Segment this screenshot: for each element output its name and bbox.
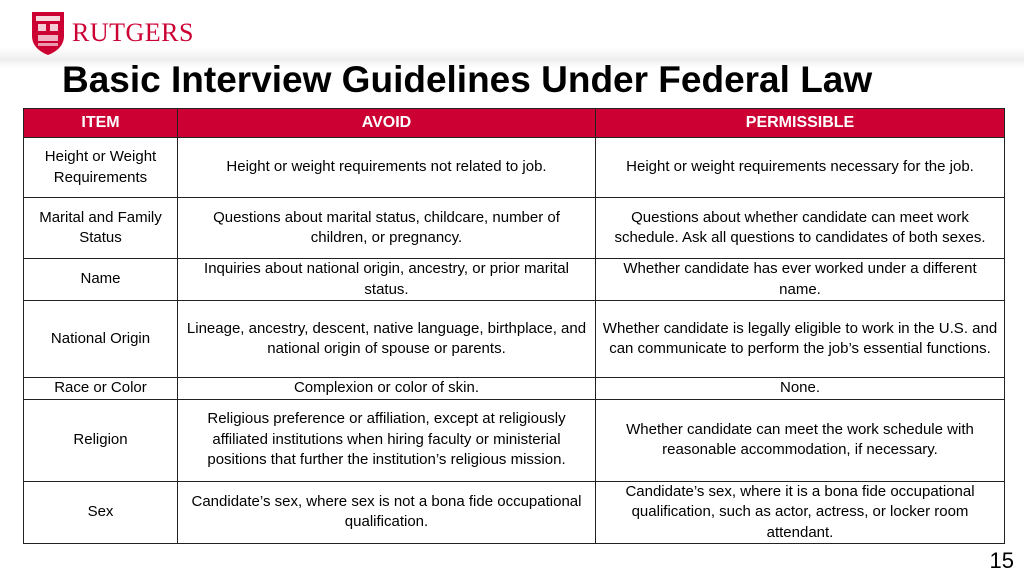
page-title: Basic Interview Guidelines Under Federal Law [62, 59, 873, 100]
header-permissible: PERMISSIBLE [596, 109, 1005, 138]
table-header-row [24, 109, 1005, 138]
table-row [24, 259, 1005, 301]
header-item: ITEM [24, 109, 178, 138]
permissible-cell: Whether candidate can meet the work schedule with reasonable accommodation, if necessary. [596, 399, 1005, 481]
rutgers-wordmark: RUTGERS [72, 18, 194, 47]
item-cell: Religion [24, 399, 178, 481]
item-cell: Sex [24, 481, 178, 544]
guidelines-table [23, 108, 1005, 544]
avoid-cell: Candidate’s sex, where sex is not a bona fide occupational qualification. [178, 481, 596, 544]
permissible-cell: Questions about whether candidate can meet work schedule. Ask all questions to candidates of both sexes. [596, 198, 1005, 259]
avoid-cell: Questions about marital status, childcare, number of children, or pregnancy. [178, 198, 596, 259]
header-avoid: AVOID [178, 109, 596, 138]
page-number: 15 [989, 548, 1014, 573]
table-row [24, 198, 1005, 259]
rutgers-shield-icon [30, 10, 66, 56]
avoid-cell: Height or weight requirements not related to job. [178, 138, 596, 198]
permissible-cell: None. [596, 378, 1005, 400]
table-row [24, 301, 1005, 378]
permissible-cell: Whether candidate is legally eligible to work in the U.S. and can communicate to perform the job’s essential functions. [596, 301, 1005, 378]
table-row [24, 138, 1005, 198]
item-cell: Race or Color [24, 378, 178, 400]
table-row [24, 481, 1005, 544]
avoid-cell: Complexion or color of skin. [178, 378, 596, 400]
avoid-cell: Religious preference or affiliation, except at religiously affiliated institutions when hiring faculty or ministerial positions that further the institution’s religious mission. [178, 399, 596, 481]
permissible-cell: Candidate’s sex, where it is a bona fide occupational qualification, such as actor, actress, or locker room attendant. [596, 481, 1005, 544]
item-cell: Height or Weight Requirements [24, 138, 178, 198]
permissible-cell: Whether candidate has ever worked under a different name. [596, 259, 1005, 301]
avoid-cell: Inquiries about national origin, ancestry, or prior marital status. [178, 259, 596, 301]
rutgers-logo [30, 10, 194, 56]
item-cell: National Origin [24, 301, 178, 378]
item-cell: Name [24, 259, 178, 301]
table-row [24, 378, 1005, 400]
item-cell: Marital and Family Status [24, 198, 178, 259]
avoid-cell: Lineage, ancestry, descent, native language, birthplace, and national origin of spouse or parents. [178, 301, 596, 378]
table-row [24, 399, 1005, 481]
permissible-cell: Height or weight requirements necessary for the job. [596, 138, 1005, 198]
